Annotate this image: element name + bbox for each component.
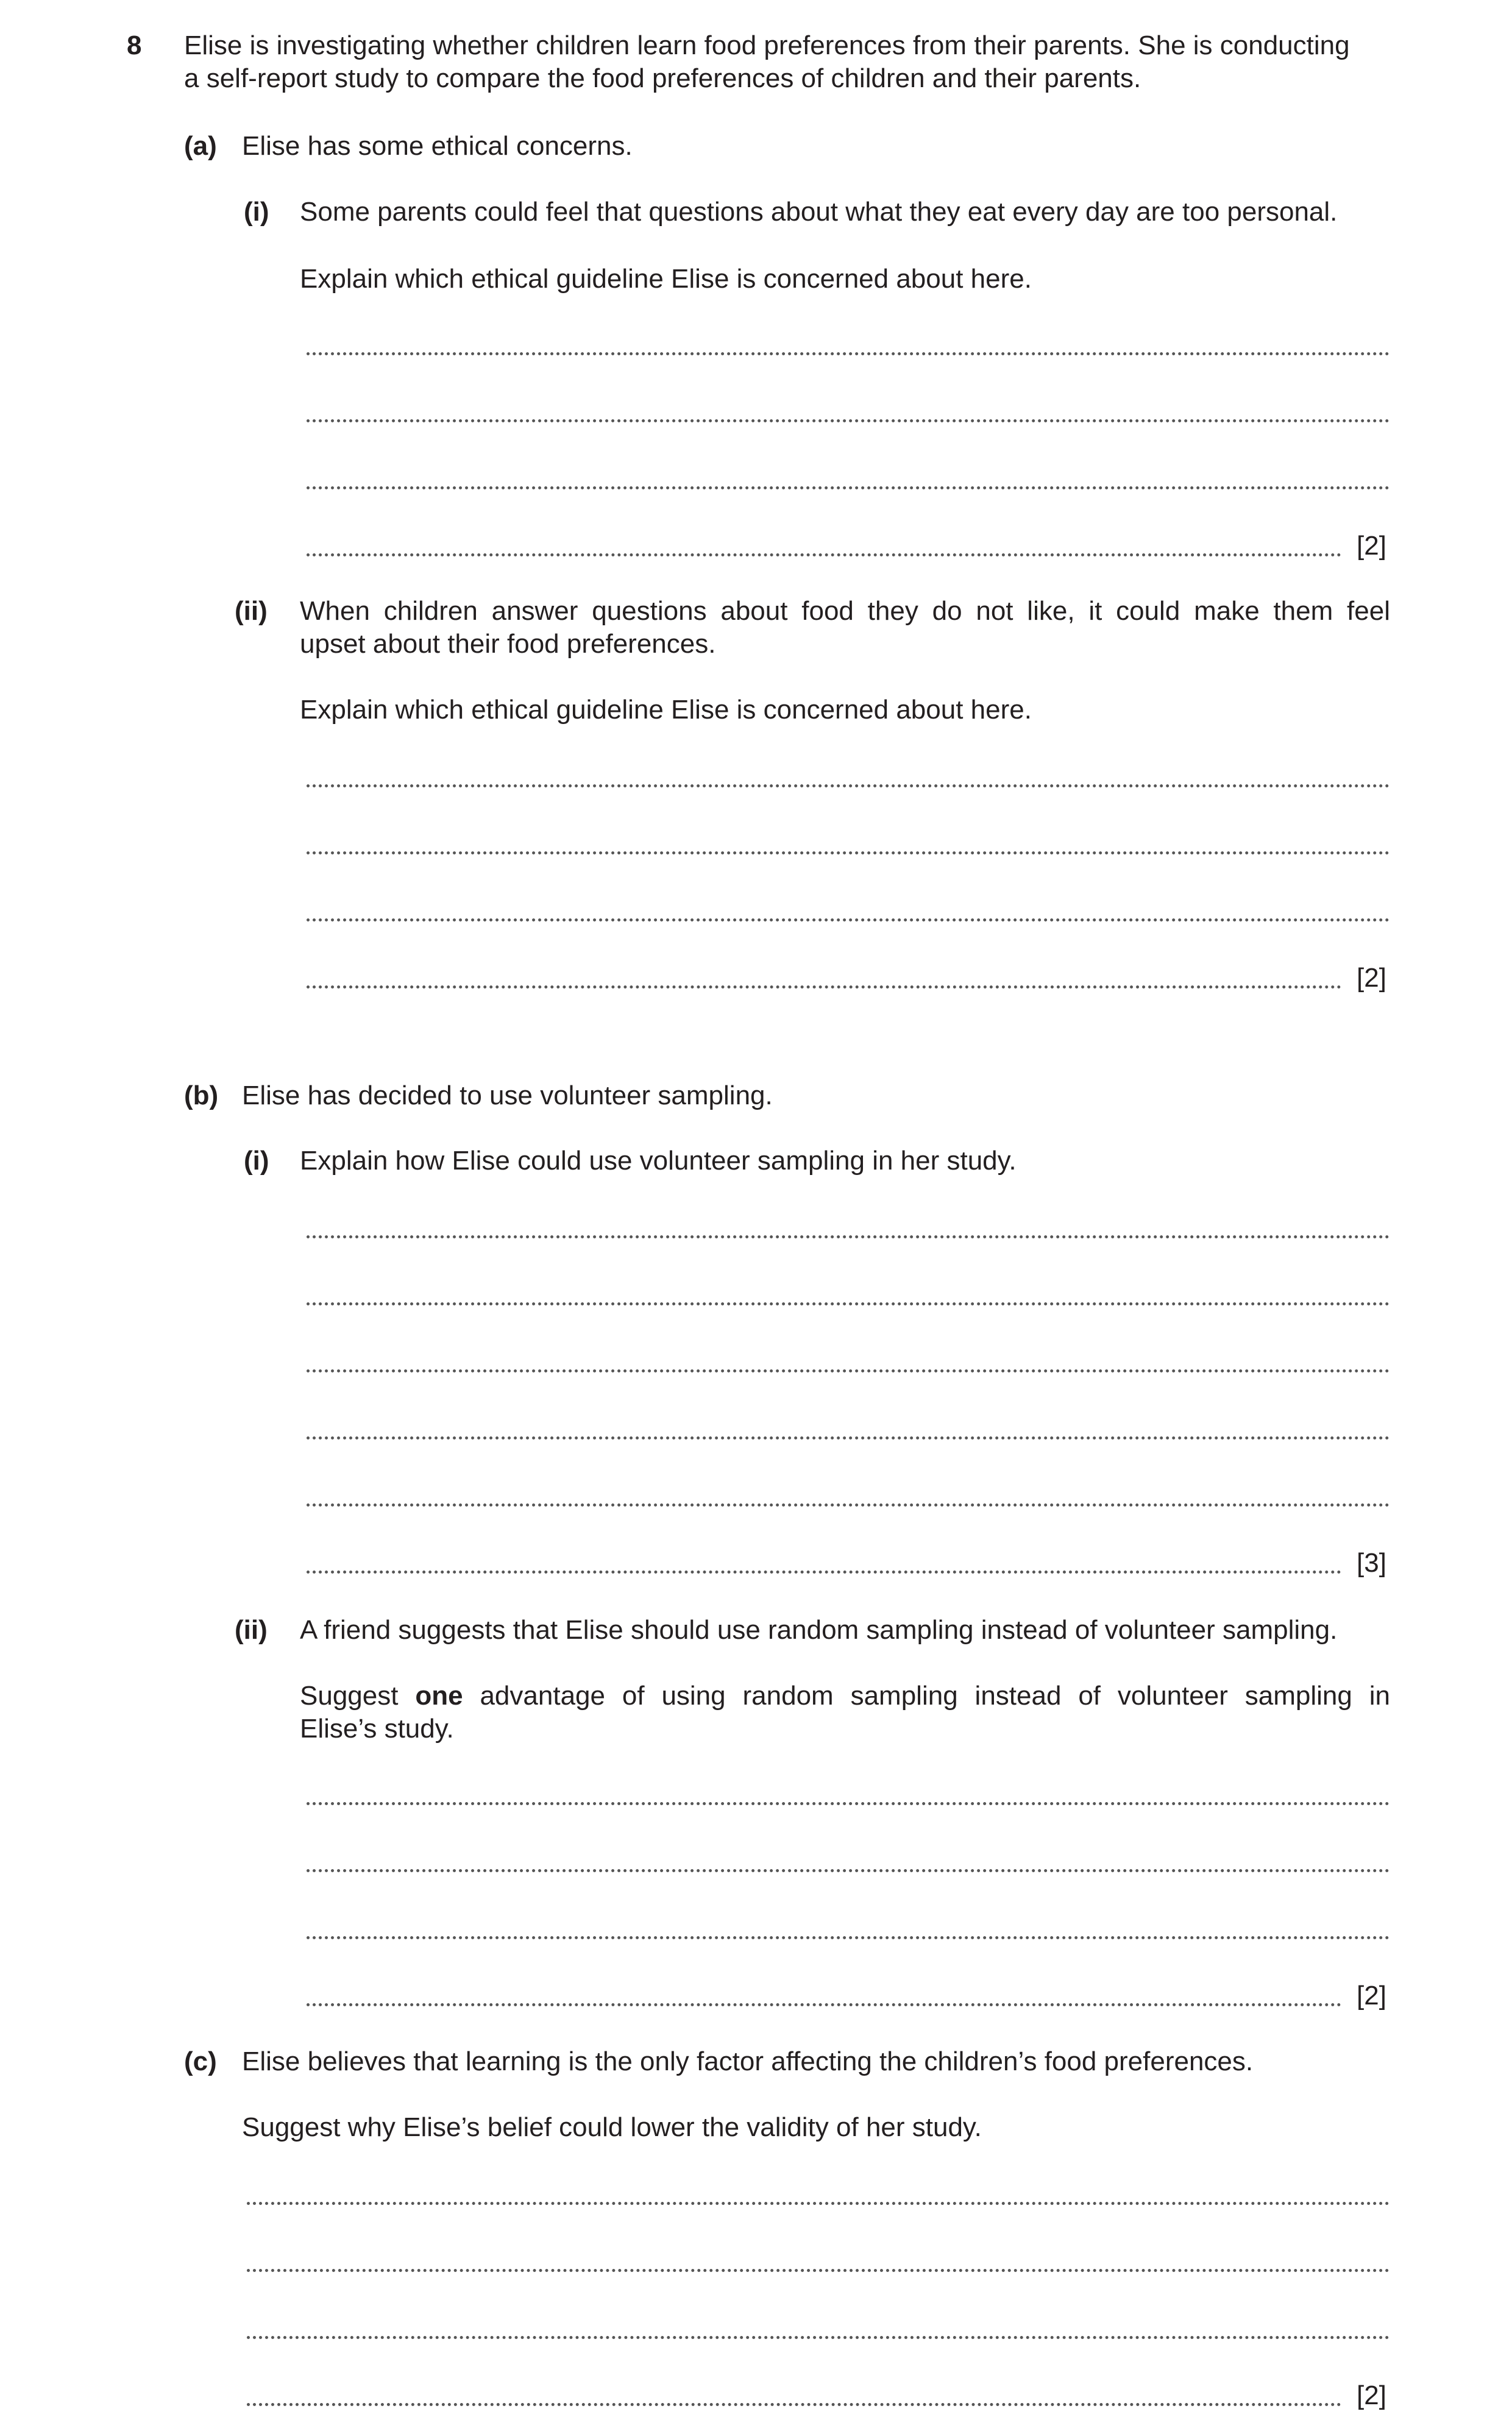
part-b-i-label: (i) — [244, 1146, 269, 1176]
answer-line[interactable] — [247, 2269, 1390, 2272]
answer-line[interactable] — [307, 918, 1390, 921]
question-intro-line1: Elise is investigating whether children learn food preferences from their parents. She is conducting — [184, 30, 1350, 60]
answer-line[interactable] — [307, 1571, 1341, 1574]
answer-line[interactable] — [307, 1235, 1390, 1238]
answer-line[interactable] — [307, 1369, 1390, 1372]
answer-line[interactable] — [307, 486, 1390, 489]
part-b-ii-prompt-line1: Suggest one advantage of using random sampling instead of volunteer sampling in — [300, 1681, 1390, 1711]
part-a-ii-label: (ii) — [235, 596, 268, 626]
answer-line[interactable] — [307, 553, 1341, 556]
part-b-text: Elise has decided to use volunteer sampling. — [242, 1081, 773, 1110]
answer-line[interactable] — [307, 1503, 1390, 1507]
answer-line[interactable] — [307, 1436, 1390, 1439]
answer-line[interactable] — [247, 2403, 1341, 2406]
answer-line[interactable] — [307, 2003, 1341, 2006]
part-b-i-text: Explain how Elise could use volunteer sampling in her study. — [300, 1146, 1017, 1176]
marks-label: [2] — [1357, 531, 1386, 561]
answer-line[interactable] — [307, 784, 1390, 787]
part-c-text: Elise believes that learning is the only factor affecting the children’s food preferences. — [242, 2046, 1254, 2076]
part-b-ii-prompt-line2: Elise’s study. — [300, 1714, 454, 1744]
part-a-label: (a) — [184, 131, 217, 161]
answer-line[interactable] — [307, 419, 1390, 422]
part-a-i-prompt: Explain which ethical guideline Elise is concerned about here. — [300, 264, 1032, 294]
marks-label: [2] — [1357, 2380, 1386, 2410]
answer-line[interactable] — [247, 2202, 1390, 2205]
answer-line[interactable] — [307, 1869, 1390, 1872]
answer-line[interactable] — [307, 851, 1390, 854]
part-a-ii-text-line1: When children answer questions about food they do not like, it could make them feel — [300, 596, 1390, 626]
part-a-ii-prompt: Explain which ethical guideline Elise is concerned about here. — [300, 695, 1032, 725]
part-b-ii-label: (ii) — [235, 1615, 268, 1645]
marks-label: [2] — [1357, 1981, 1386, 2011]
part-a-i-label: (i) — [244, 197, 269, 227]
answer-line[interactable] — [307, 1302, 1390, 1305]
answer-line[interactable] — [307, 352, 1390, 355]
answer-line[interactable] — [247, 2336, 1390, 2339]
answer-line[interactable] — [307, 985, 1341, 989]
question-intro-line2: a self-report study to compare the food preferences of children and their parents. — [184, 63, 1141, 93]
answer-line[interactable] — [307, 1936, 1390, 1939]
marks-label: [2] — [1357, 963, 1386, 993]
marks-label: [3] — [1357, 1548, 1386, 1578]
question-number: 8 — [127, 30, 142, 60]
part-a-ii-text-line2: upset about their food preferences. — [300, 629, 716, 659]
part-c-label: (c) — [184, 2046, 217, 2076]
part-b-ii-text: A friend suggests that Elise should use random sampling instead of volunteer sampling. — [300, 1615, 1338, 1645]
part-b-label: (b) — [184, 1081, 219, 1110]
answer-line[interactable] — [307, 1802, 1390, 1805]
part-c-prompt: Suggest why Elise’s belief could lower the validity of her study. — [242, 2112, 982, 2142]
part-a-text: Elise has some ethical concerns. — [242, 131, 633, 161]
part-a-i-text: Some parents could feel that questions about what they eat every day are too personal. — [300, 197, 1338, 227]
